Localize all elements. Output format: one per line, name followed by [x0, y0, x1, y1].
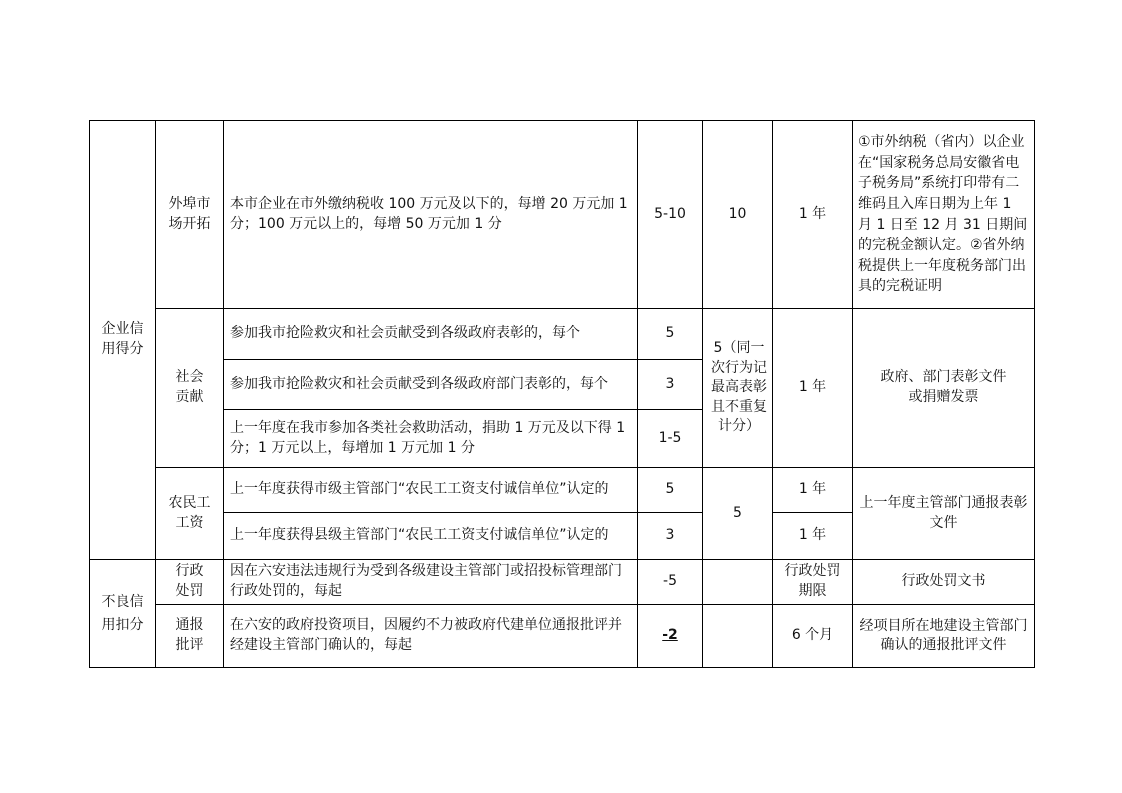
criterion-cell: 参加我市抢险救灾和社会贡献受到各级政府部门表彰的，每个 — [224, 360, 638, 410]
score-cell: 3 — [638, 513, 703, 560]
criterion-cell: 因在六安违法违规行为受到各级建设主管部门或招投标管理部门行政处罚的，每起 — [224, 560, 638, 605]
score-cell — [638, 605, 703, 668]
evidence-text: 上一年度主管部门通报表彰文件 — [859, 494, 1028, 531]
score-cell: -5 — [638, 560, 703, 605]
score-cell: 5 — [638, 468, 703, 513]
category-bad-credit — [90, 560, 156, 668]
score-cell: 3 — [638, 360, 703, 410]
max-score-cell — [703, 605, 773, 668]
category-label: 不良信用扣分 — [101, 593, 144, 633]
validity-text: 行政处罚期限 — [784, 563, 841, 599]
max-score-note: 5（同一次行为记最高表彰且不重复计分） — [711, 340, 767, 435]
subcategory-admin-penalty — [156, 560, 224, 605]
max-score-cell — [703, 560, 773, 605]
subcategory-label: 外埠市场开拓 — [168, 195, 211, 232]
criterion-cell: 上一年度在我市参加各类社会救助活动，捐助 1 万元及以下得 1 分；1 万元以上，每增加 1 万元加 1 分 — [224, 410, 638, 468]
category-enterprise-credit — [90, 121, 156, 560]
evidence-cell: 经项目所在地建设主管部门确认的通报批评文件 — [853, 605, 1035, 668]
criterion-cell: 在六安的政府投资项目，因履约不力被政府代建单位通报批评并经建设主管部门确认的，每起 — [224, 605, 638, 668]
criterion-cell: 本市企业在市外缴纳税收 100 万元及以下的，每增 20 万元加 1 分；100 万元以上的，每增 50 万元加 1 分 — [224, 121, 638, 309]
subcategory-external-market — [156, 121, 224, 309]
subcategory-label: 农民工工资 — [168, 494, 211, 531]
evidence-cell: ①市外纳税（省内）以企业在“国家税务总局安徽省电子税务局”系统打印带有二维码且入库日期为上年 1 月 1 日至 12 月 31 日期间的完税金额认定。②省外纳税提供上一年度税务部门出具的完税证明 — [853, 121, 1035, 309]
table-row — [90, 309, 1035, 360]
table-row — [90, 468, 1035, 513]
max-score-cell: 5 — [703, 468, 773, 560]
evidence-cell: 行政处罚文书 — [853, 560, 1035, 605]
validity-cell: 1 年 — [773, 309, 853, 468]
subcategory-migrant-wages — [156, 468, 224, 560]
evidence-text: 政府、部门表彰文件或捐赠发票 — [880, 369, 1007, 405]
subcategory-label: 行政处罚 — [175, 563, 204, 599]
max-score-cell: 10 — [703, 121, 773, 309]
validity-cell: 1 年 — [773, 468, 853, 513]
max-score-cell — [703, 309, 773, 468]
subcategory-label: 通报批评 — [175, 617, 204, 653]
score-cell: 5 — [638, 309, 703, 360]
criterion-cell: 参加我市抢险救灾和社会贡献受到各级政府表彰的，每个 — [224, 309, 638, 360]
subcategory-social-contribution — [156, 309, 224, 468]
evidence-cell — [853, 468, 1035, 560]
validity-cell — [773, 560, 853, 605]
validity-cell: 6 个月 — [773, 605, 853, 668]
table-row — [90, 560, 1035, 605]
validity-cell: 1 年 — [773, 121, 853, 309]
subcategory-notice-criticism — [156, 605, 224, 668]
category-label: 企业信用得分 — [101, 321, 144, 357]
score-cell: 1-5 — [638, 410, 703, 468]
score-cell: 5-10 — [638, 121, 703, 309]
criterion-cell: 上一年度获得市级主管部门“农民工工资支付诚信单位”认定的 — [224, 468, 638, 513]
table-row — [90, 605, 1035, 668]
evidence-cell — [853, 309, 1035, 468]
score-text: -2 — [662, 627, 678, 644]
table-row — [90, 121, 1035, 309]
subcategory-label: 社会贡献 — [175, 369, 204, 405]
criterion-cell: 上一年度获得县级主管部门“农民工工资支付诚信单位”认定的 — [224, 513, 638, 560]
credit-scoring-table — [89, 120, 1035, 668]
validity-cell: 1 年 — [773, 513, 853, 560]
